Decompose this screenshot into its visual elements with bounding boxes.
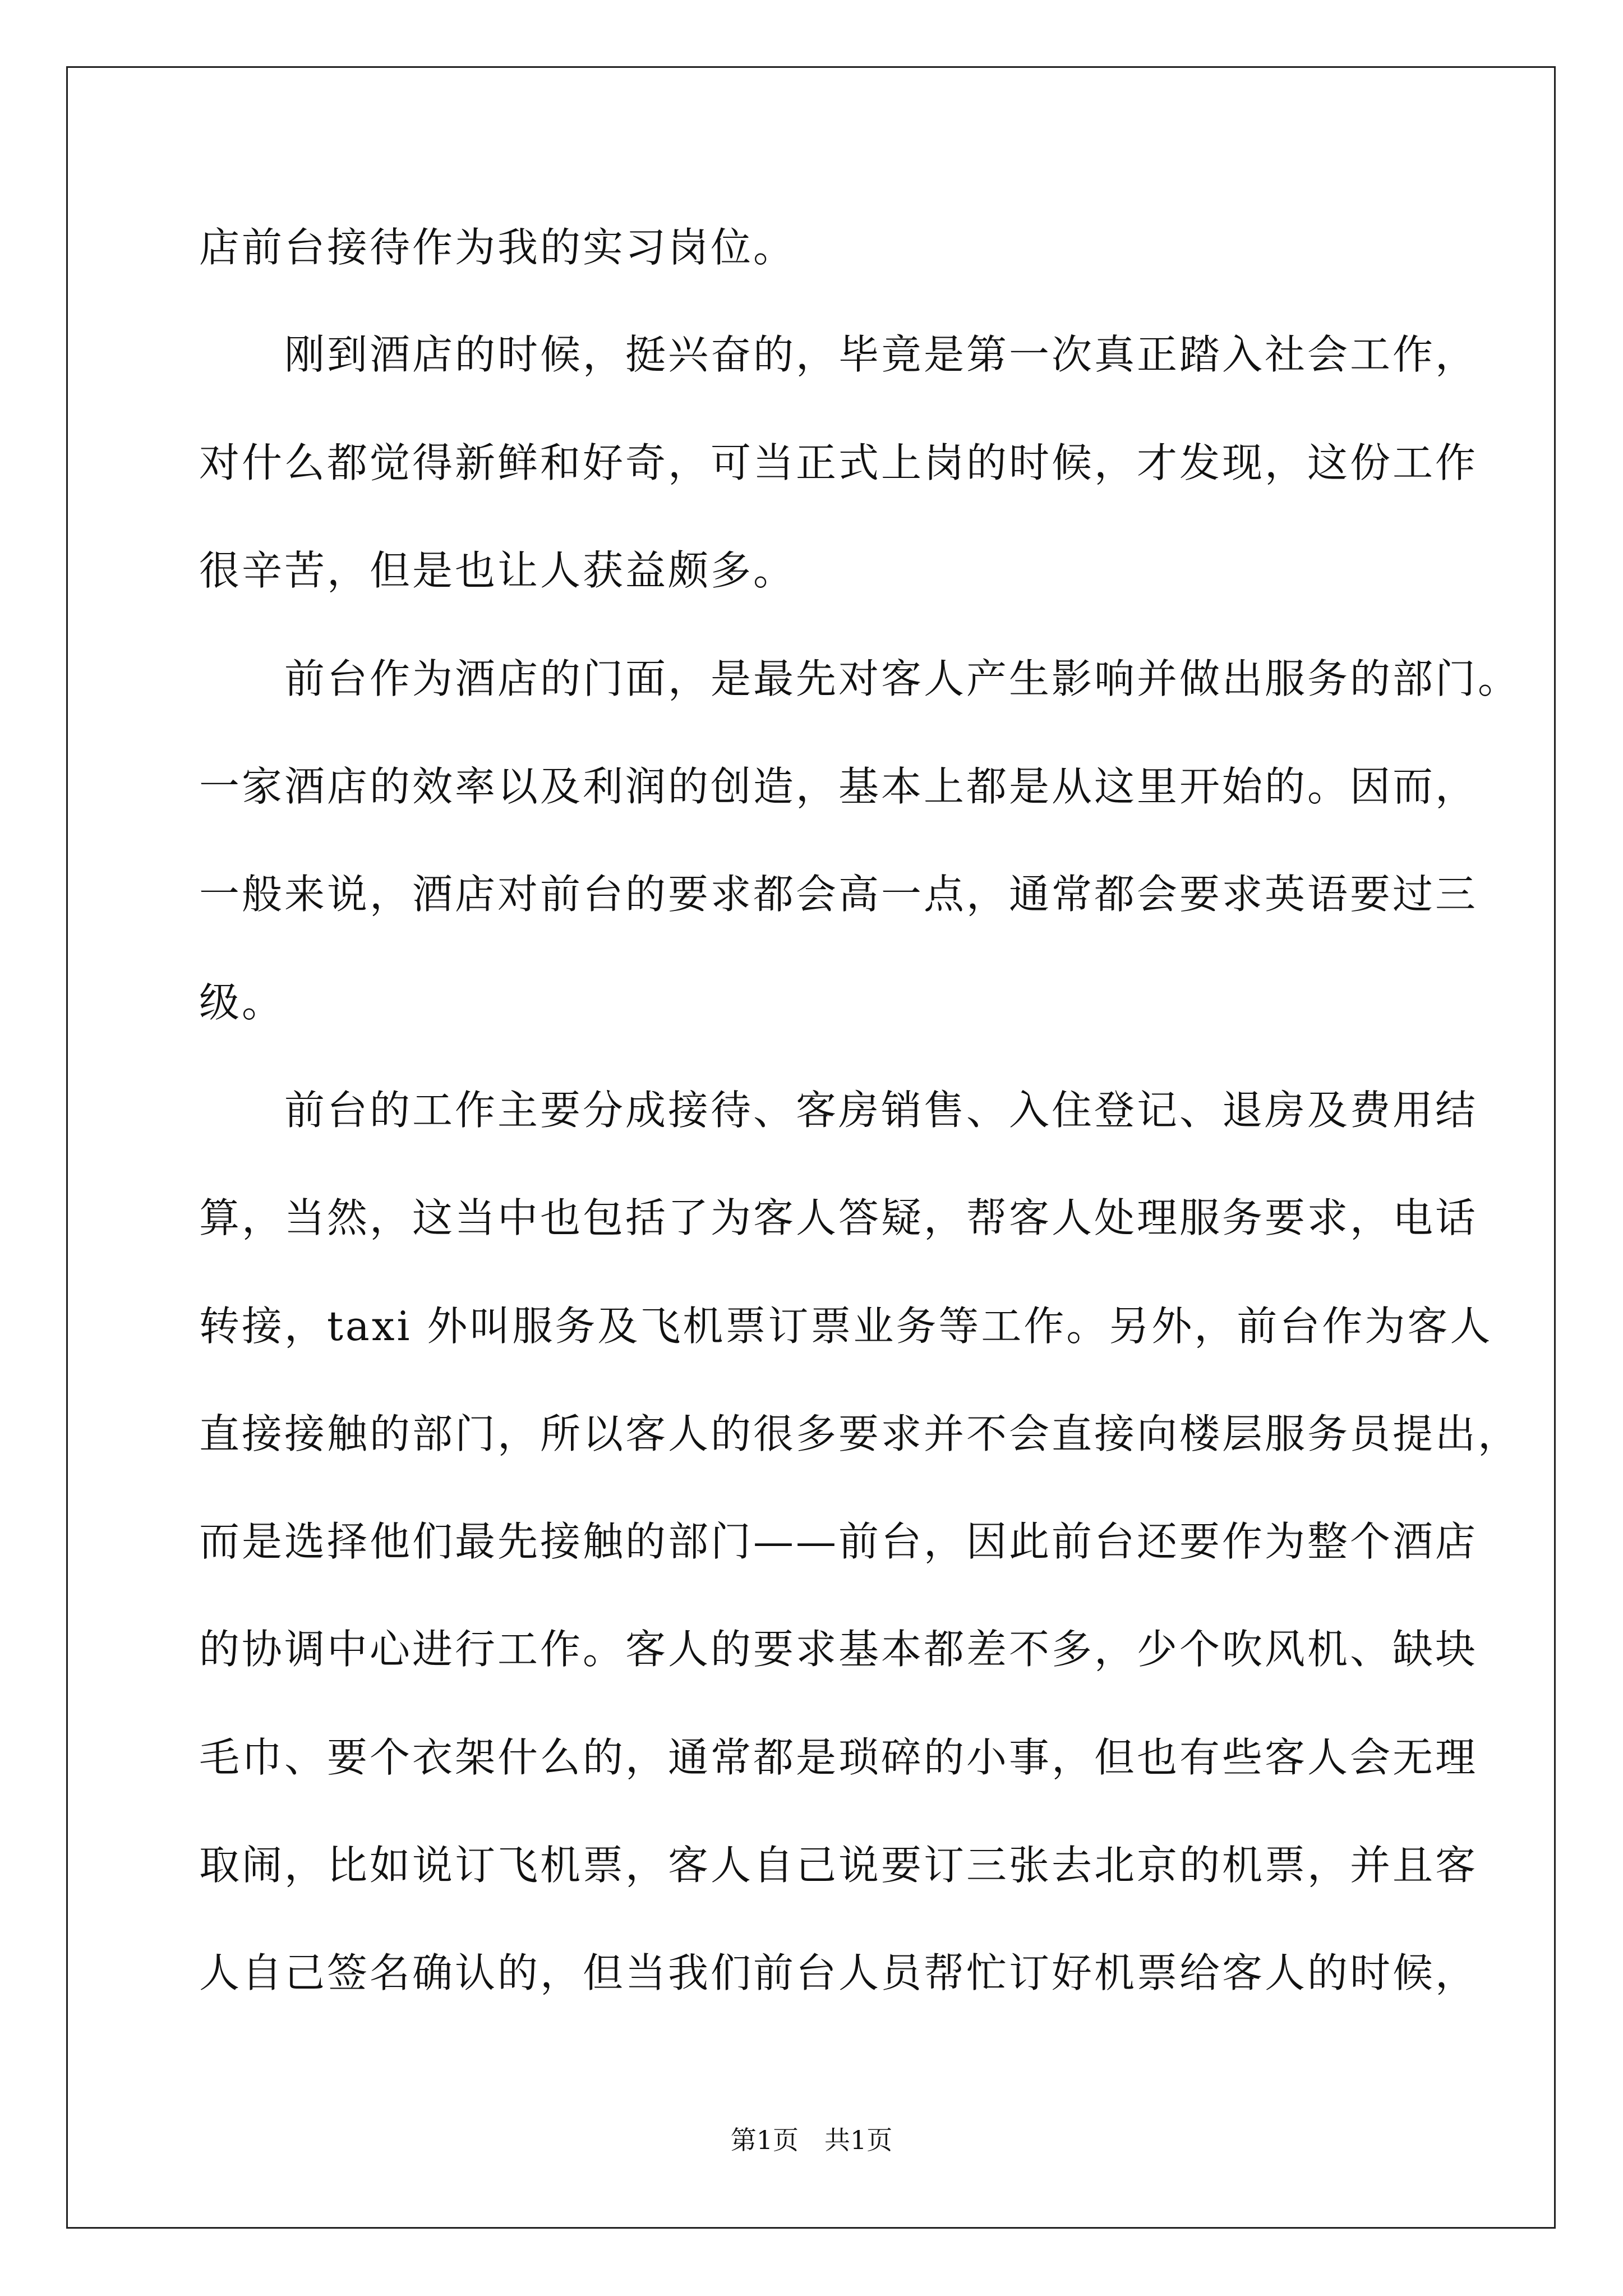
text-line: 而是选择他们最先接触的部门——前台，因此前台还要作为整个酒店 (199, 1518, 1478, 1565)
text-line: 前台作为酒店的门面，是最先对客人产生影响并做出服务的部门。 (199, 655, 1521, 702)
text-line: 转接，taxi 外叫服务及飞机票订票业务等工作。另外，前台作为客人 (199, 1303, 1493, 1350)
text-line: 一家酒店的效率以及利润的创造，基本上都是从这里开始的。因而， (199, 763, 1478, 810)
text-line: 一般来说，酒店对前台的要求都会高一点，通常都会要求英语要过三 (199, 871, 1478, 918)
text-line: 取闹，比如说订飞机票，客人自己说要订三张去北京的机票，并且客 (199, 1842, 1478, 1889)
text-line: 店前台接待作为我的实习岗位。 (199, 224, 796, 271)
text-line: 对什么都觉得新鲜和好奇，可当正式上岗的时候，才发现，这份工作 (199, 439, 1478, 486)
text-line: 人自己签名确认的，但当我们前台人员帮忙订好机票给客人的时候， (199, 1949, 1478, 1996)
text-line: 算，当然，这当中也包括了为客人答疑，帮客人处理服务要求，电话 (199, 1194, 1478, 1241)
text-line: 很辛苦，但是也让人获益颇多。 (199, 547, 796, 594)
text-line: 前台的工作主要分成接待、客房销售、入住登记、退房及费用结 (199, 1087, 1478, 1134)
text-line: 的协调中心进行工作。客人的要求基本都差不多，少个吹风机、缺块 (199, 1626, 1478, 1673)
page-border (66, 66, 1556, 2229)
text-line: 刚到酒店的时候，挺兴奋的，毕竟是第一次真正踏入社会工作， (199, 331, 1478, 378)
text-line: 级。 (199, 979, 285, 1026)
text-line: 毛巾、要个衣架什么的，通常都是琐碎的小事，但也有些客人会无理 (199, 1734, 1478, 1781)
text-line: 直接接触的部门，所以客人的很多要求并不会直接向楼层服务员提出， (199, 1410, 1521, 1457)
page-footer: 第1页 共1页 (730, 2125, 893, 2155)
